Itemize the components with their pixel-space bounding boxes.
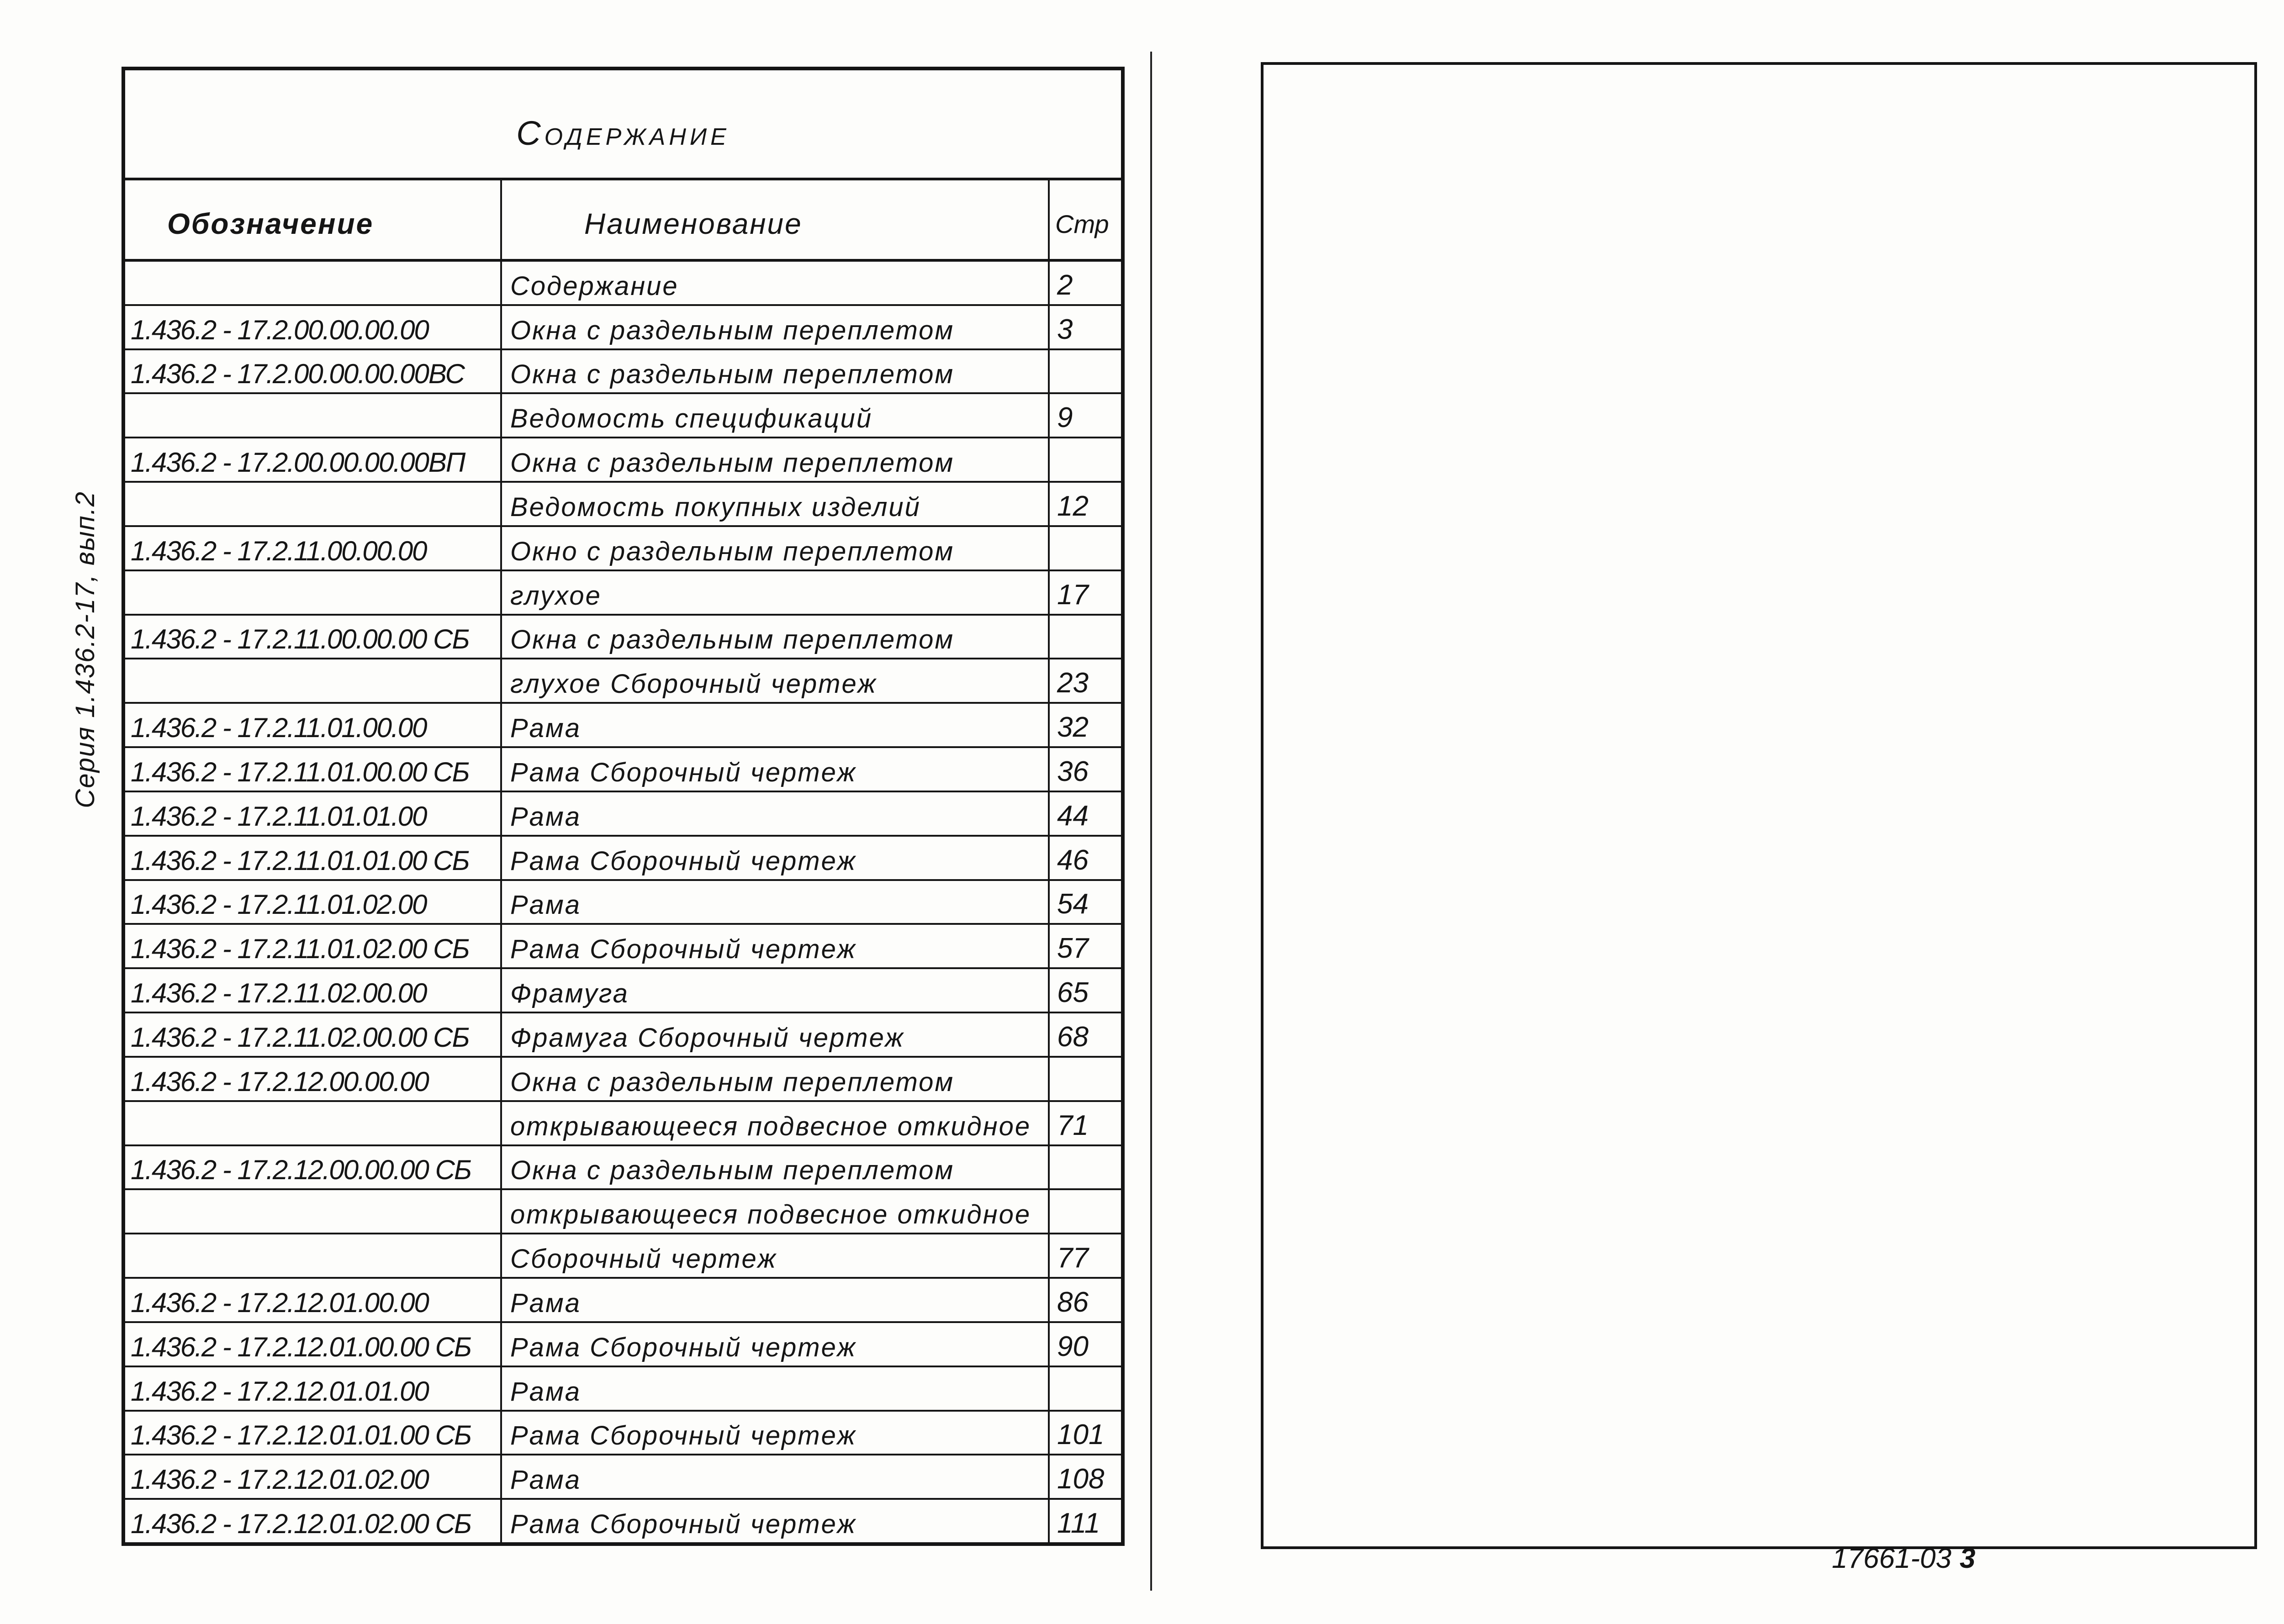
name-cell: Рама Сборочный чертеж bbox=[500, 925, 1048, 967]
designation-cell: 1.436.2 - 17.2.11.02.00.00 bbox=[131, 978, 427, 1009]
name-cell: открывающееся подвесное откидное bbox=[500, 1102, 1048, 1144]
page-cell: 68 bbox=[1048, 1013, 1121, 1056]
name-cell: Сборочный чертеж bbox=[500, 1234, 1048, 1277]
header-page: Стр bbox=[1048, 180, 1121, 259]
sheet-stamp bbox=[1832, 1545, 1976, 1573]
name-cell: Рама Сборочный чертеж bbox=[500, 1323, 1048, 1366]
contents-table bbox=[122, 67, 1125, 1546]
designation-cell: 1.436.2 - 17.2.12.00.00.00 bbox=[131, 1066, 428, 1097]
page-cell: 108 bbox=[1048, 1455, 1121, 1498]
designation-cell: 1.436.2 - 17.2.12.01.00.00 bbox=[131, 1287, 428, 1318]
page-cell: 12 bbox=[1048, 483, 1121, 525]
page-cell bbox=[1048, 527, 1121, 569]
name-cell: Ведомость покупных изделий bbox=[500, 483, 1048, 525]
page-cell: 46 bbox=[1048, 837, 1121, 879]
table-row bbox=[125, 569, 1121, 614]
page-cell: 44 bbox=[1048, 792, 1121, 835]
page-cell bbox=[1048, 438, 1121, 481]
page-cell bbox=[1048, 350, 1121, 393]
stamp-sheet-number: 3 bbox=[1960, 1543, 1976, 1574]
name-cell: Рама bbox=[500, 792, 1048, 835]
designation-cell bbox=[125, 571, 500, 614]
designation-cell bbox=[125, 1190, 500, 1233]
page-cell: 9 bbox=[1048, 394, 1121, 437]
designation-cell: 1.436.2 - 17.2.11.00.00.00 bbox=[131, 535, 427, 566]
page-cell bbox=[1048, 1367, 1121, 1410]
designation-cell: 1.436.2 - 17.2.12.00.00.00 СБ bbox=[131, 1155, 471, 1186]
table-row bbox=[125, 1056, 1121, 1100]
page-cell: 65 bbox=[1048, 969, 1121, 1012]
name-cell: Фрамуга bbox=[500, 969, 1048, 1012]
page-cell: 23 bbox=[1048, 659, 1121, 702]
page-cell: 17 bbox=[1048, 571, 1121, 614]
page-divider-line bbox=[1150, 52, 1152, 1591]
header-designation: Обозначение bbox=[167, 207, 374, 240]
table-row bbox=[125, 1012, 1121, 1056]
table-row bbox=[125, 481, 1121, 525]
table-row bbox=[125, 967, 1121, 1012]
name-cell: Рама Сборочный чертеж bbox=[500, 837, 1048, 879]
name-cell: Фрамуга Сборочный чертеж bbox=[500, 1013, 1048, 1056]
designation-cell: 1.436.2 - 17.2.00.00.00.00ВП bbox=[131, 447, 465, 478]
page-cell: 32 bbox=[1048, 704, 1121, 746]
page-cell: 3 bbox=[1048, 306, 1121, 348]
name-cell: глухое bbox=[500, 571, 1048, 614]
designation-cell bbox=[125, 1234, 500, 1277]
table-row bbox=[125, 923, 1121, 967]
contents-title: Содержание bbox=[516, 114, 730, 152]
designation-cell bbox=[125, 262, 500, 304]
table-row bbox=[125, 1144, 1121, 1189]
page-cell bbox=[1048, 1146, 1121, 1189]
table-row bbox=[125, 262, 1121, 304]
page-cell bbox=[1048, 1190, 1121, 1233]
designation-cell: 1.436.2 - 17.2.12.01.01.00 СБ bbox=[131, 1420, 471, 1451]
table-row bbox=[125, 1233, 1121, 1277]
name-cell: Окна с раздельным переплетом bbox=[500, 1058, 1048, 1100]
name-cell: Рама Сборочный чертеж bbox=[500, 1412, 1048, 1454]
name-cell: Ведомость спецификаций bbox=[500, 394, 1048, 437]
name-cell: глухое Сборочный чертеж bbox=[500, 659, 1048, 702]
table-row bbox=[125, 1100, 1121, 1144]
page-cell: 2 bbox=[1048, 262, 1121, 304]
page-cell: 111 bbox=[1048, 1500, 1121, 1542]
designation-cell: 1.436.2 - 17.2.11.01.02.00 СБ bbox=[131, 933, 469, 965]
table-row bbox=[125, 1410, 1121, 1454]
designation-cell: 1.436.2 - 17.2.11.00.00.00 СБ bbox=[131, 624, 469, 655]
name-cell: Содержание bbox=[500, 262, 1048, 304]
page-cell: 71 bbox=[1048, 1102, 1121, 1144]
designation-cell: 1.436.2 - 17.2.00.00.00.00ВС bbox=[131, 359, 464, 390]
table-row bbox=[125, 835, 1121, 879]
table-row bbox=[125, 1188, 1121, 1233]
designation-cell: 1.436.2 - 17.2.12.01.00.00 СБ bbox=[131, 1331, 471, 1362]
table-row bbox=[125, 791, 1121, 835]
page-cell: 77 bbox=[1048, 1234, 1121, 1277]
name-cell: Окна с раздельным переплетом bbox=[500, 1146, 1048, 1189]
contents-body bbox=[125, 259, 1121, 1542]
table-row bbox=[125, 658, 1121, 702]
designation-cell: 1.436.2 - 17.2.12.01.01.00 bbox=[131, 1376, 428, 1407]
designation-cell: 1.436.2 - 17.2.11.01.01.00 bbox=[131, 801, 427, 832]
designation-cell bbox=[125, 483, 500, 525]
designation-cell: 1.436.2 - 17.2.00.00.00.00 bbox=[131, 314, 428, 345]
designation-cell: 1.436.2 - 17.2.11.01.02.00 bbox=[131, 889, 427, 920]
table-row bbox=[125, 1277, 1121, 1321]
designation-cell bbox=[125, 659, 500, 702]
table-row bbox=[125, 746, 1121, 791]
designation-cell: 1.436.2 - 17.2.11.01.00.00 СБ bbox=[131, 756, 469, 787]
designation-cell: 1.436.2 - 17.2.11.01.00.00 bbox=[131, 712, 427, 743]
table-row bbox=[125, 614, 1121, 658]
page-cell bbox=[1048, 616, 1121, 658]
table-row bbox=[125, 1498, 1121, 1542]
designation-cell: 1.436.2 - 17.2.11.01.01.00 СБ bbox=[131, 845, 469, 876]
contents-header-row bbox=[125, 178, 1121, 259]
name-cell: Рама bbox=[500, 704, 1048, 746]
table-row bbox=[125, 304, 1121, 348]
page-cell: 101 bbox=[1048, 1412, 1121, 1454]
table-row bbox=[125, 879, 1121, 923]
name-cell: открывающееся подвесное откидное bbox=[500, 1190, 1048, 1233]
empty-drawing-frame bbox=[1261, 62, 2257, 1549]
table-row bbox=[125, 702, 1121, 746]
name-cell: Окна с раздельным переплетом bbox=[500, 306, 1048, 348]
name-cell: Рама bbox=[500, 1367, 1048, 1410]
page-cell: 36 bbox=[1048, 748, 1121, 791]
designation-cell: 1.436.2 - 17.2.12.01.02.00 bbox=[131, 1464, 428, 1495]
name-cell: Окна с раздельным переплетом bbox=[500, 438, 1048, 481]
name-cell: Рама Сборочный чертеж bbox=[500, 1500, 1048, 1542]
designation-cell: 1.436.2 - 17.2.12.01.02.00 СБ bbox=[131, 1508, 471, 1540]
page-cell bbox=[1048, 1058, 1121, 1100]
name-cell: Рама bbox=[500, 1279, 1048, 1321]
page-cell: 57 bbox=[1048, 925, 1121, 967]
name-cell: Рама Сборочный чертеж bbox=[500, 748, 1048, 791]
table-row bbox=[125, 1454, 1121, 1498]
name-cell: Окна с раздельным переплетом bbox=[500, 616, 1048, 658]
table-row bbox=[125, 348, 1121, 393]
name-cell: Окна с раздельным переплетом bbox=[500, 350, 1048, 393]
table-row bbox=[125, 392, 1121, 437]
stamp-code: 17661-03 bbox=[1832, 1543, 1952, 1574]
name-cell: Рама bbox=[500, 881, 1048, 923]
table-row bbox=[125, 1321, 1121, 1366]
header-name: Наименование bbox=[500, 180, 1048, 259]
name-cell: Окно с раздельным переплетом bbox=[500, 527, 1048, 569]
series-label: Серия 1.436.2-17, вып.2 bbox=[70, 491, 100, 808]
name-cell: Рама bbox=[500, 1455, 1048, 1498]
table-row bbox=[125, 437, 1121, 481]
table-row bbox=[125, 525, 1121, 569]
page-cell: 86 bbox=[1048, 1279, 1121, 1321]
designation-cell bbox=[125, 1102, 500, 1144]
designation-cell: 1.436.2 - 17.2.11.02.00.00 СБ bbox=[131, 1022, 469, 1053]
page-cell: 90 bbox=[1048, 1323, 1121, 1366]
designation-cell bbox=[125, 394, 500, 437]
table-row bbox=[125, 1366, 1121, 1410]
page-cell: 54 bbox=[1048, 881, 1121, 923]
